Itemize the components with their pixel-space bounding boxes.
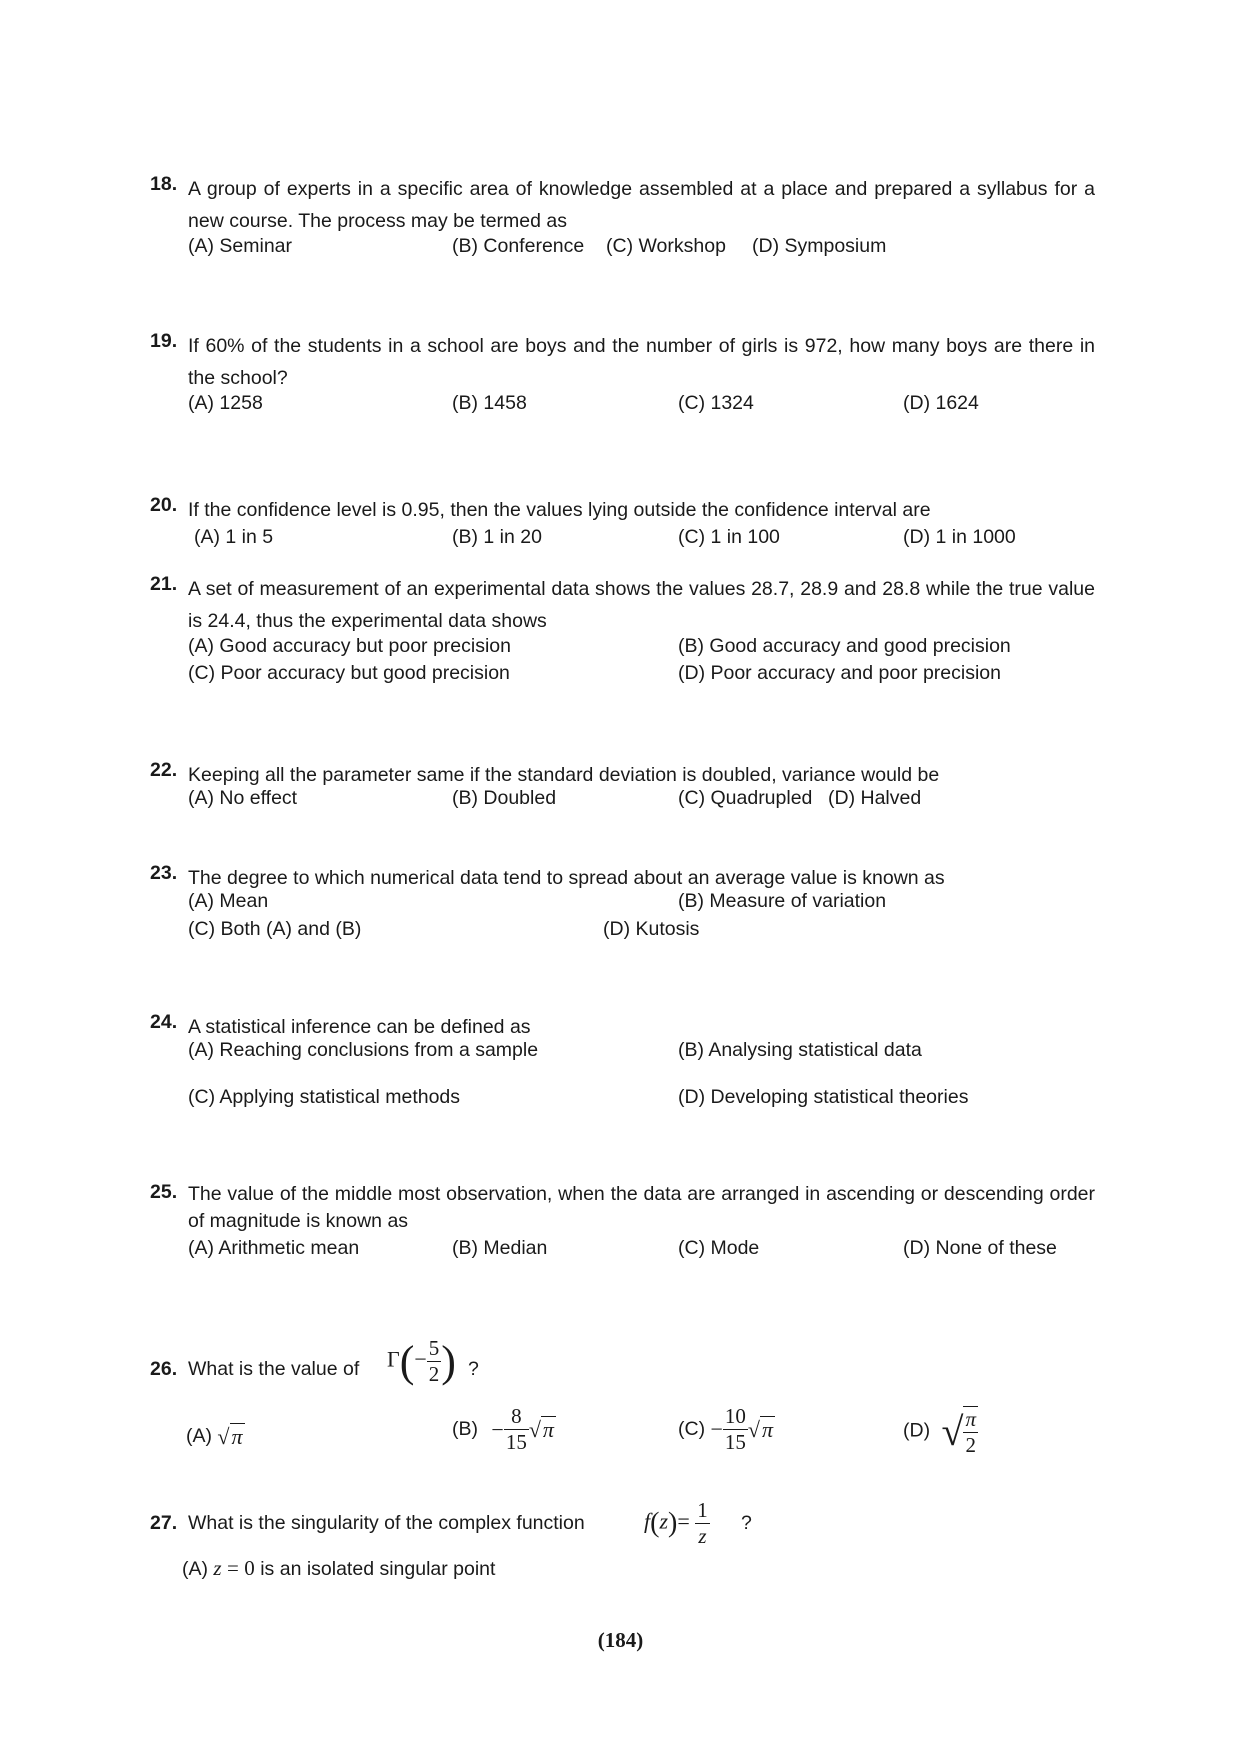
fraction: $\frac{8}{15}$	[505, 1404, 527, 1454]
question-text: The degree to which numerical data tend to spread about an average value is known as	[188, 867, 945, 889]
option-d: (D) 1624	[903, 392, 979, 414]
option-c: (C) Workshop	[606, 235, 726, 257]
sqrt-pi: √π	[528, 1416, 554, 1442]
question-number: 21.	[150, 573, 178, 595]
option-a	[182, 1556, 495, 1581]
option-a: (A) Reaching conclusions from a sample	[188, 1039, 539, 1061]
option-d: (D) Poor accuracy and poor precision	[678, 662, 1001, 684]
option-a-label: (A)	[186, 1425, 212, 1448]
equals-sign: =	[227, 1556, 239, 1580]
question-number: 27.	[150, 1512, 178, 1534]
fraction: $\frac{10}{15}$	[724, 1404, 746, 1454]
question-number: 20.	[150, 494, 178, 516]
option-b-label: (B)	[452, 1418, 478, 1440]
option-c: (C) 1 in 100	[678, 526, 780, 548]
numerator: 5	[428, 1336, 440, 1360]
option-c	[678, 1406, 775, 1453]
question-24	[150, 1011, 1095, 1108]
question-21	[150, 573, 1095, 684]
question-19	[150, 330, 1095, 414]
question-number: 26.	[150, 1358, 178, 1380]
value: 0	[244, 1556, 255, 1580]
option-b	[452, 1406, 556, 1453]
minus-sign: −	[710, 1416, 723, 1442]
option-b: (B) Doubled	[452, 787, 557, 809]
minus-sign: −	[491, 1416, 504, 1442]
gamma-symbol: Γ	[387, 1346, 400, 1372]
option-d	[903, 1406, 978, 1456]
option-b: (B) Conference	[452, 235, 585, 257]
option-b: (B) 1458	[452, 392, 527, 414]
fraction: $\frac{\pi}{2}$	[965, 1407, 976, 1457]
option-a: (A) No effect	[188, 787, 298, 809]
sqrt-symbol: √	[941, 1408, 964, 1454]
option-d: (D) 1 in 1000	[903, 526, 1016, 548]
option-b: (B) Measure of variation	[678, 890, 887, 912]
question-text: A group of experts in a specific area of knowledge assembled at a place and prepared a syllabus for a new course. The process may be termed as	[188, 178, 1095, 232]
question-number: 22.	[150, 759, 178, 781]
sqrt-pi: √π	[747, 1416, 774, 1442]
option-d: (D) Symposium	[752, 235, 887, 257]
option-b: (B) Analysing statistical data	[678, 1039, 922, 1061]
option-a: (A) 1 in 5	[194, 526, 274, 548]
option-b: (B) 1 in 20	[452, 526, 542, 548]
variable: z	[659, 1508, 669, 1534]
page-number: (184)	[597, 1628, 644, 1652]
option-c: (C) Both (A) and (B)	[188, 918, 362, 940]
option-a: (A) Arithmetic mean	[188, 1237, 360, 1259]
question-text: Keeping all the parameter same if the standard deviation is doubled, variance would be	[188, 764, 940, 786]
equals-sign: =	[677, 1508, 690, 1534]
option-a: (A) 1258	[188, 392, 263, 414]
question-25	[150, 1181, 1095, 1259]
question-18	[150, 173, 1095, 257]
question-text: What is the value of	[188, 1358, 360, 1380]
function-expression: f(z)= $\frac{1}{z}$	[644, 1498, 708, 1548]
question-23	[150, 862, 1095, 940]
option-a: (A) Mean	[188, 890, 269, 912]
option-d: (D) Developing statistical theories	[678, 1086, 969, 1108]
option-a-label: (A)	[182, 1558, 208, 1580]
option-a: (A) Good accuracy but poor precision	[188, 635, 511, 657]
question-text: A statistical inference can be defined as	[188, 1016, 531, 1038]
option-c: (C) Mode	[678, 1237, 760, 1259]
question-number: 23.	[150, 862, 178, 884]
fraction	[427, 1338, 442, 1385]
option-c: (C) 1324	[678, 392, 754, 414]
question-22	[150, 759, 1095, 809]
option-d: (D) Halved	[828, 787, 922, 809]
question-number: 18.	[150, 173, 178, 195]
option-c-label: (C)	[678, 1418, 706, 1440]
question-text: A set of measurement of an experimental data shows the values 28.7, 28.9 and 28.8 while the true value is 24.4, thus the experimental data shows	[188, 578, 1095, 632]
gamma-expression: Γ(− $\frac{5}{2}$ )	[387, 1336, 456, 1386]
option-a-text: is an isolated singular point	[260, 1558, 496, 1580]
question-mark: ?	[468, 1358, 479, 1380]
function-name: f	[644, 1508, 651, 1534]
minus-sign: −	[414, 1346, 427, 1372]
option-d: (D) None of these	[903, 1237, 1057, 1259]
question-text: If 60% of the students in a school are boys and the number of girls is 972, how many boys are there in the school?	[188, 335, 1095, 389]
variable: z	[213, 1556, 222, 1580]
option-a	[186, 1424, 245, 1450]
option-a: (A) Seminar	[188, 235, 293, 257]
option-b: (B) Good accuracy and good precision	[678, 635, 1011, 657]
option-c: (C) Poor accuracy but good precision	[188, 662, 510, 684]
question-number: 19.	[150, 330, 178, 352]
question-number: 25.	[150, 1181, 178, 1203]
sqrt-pi: √π	[217, 1424, 243, 1449]
fraction: $\frac{1}{z}$	[697, 1498, 708, 1548]
question-text: The value of the middle most observation, when the data are arranged in ascending or descending order of magnitude is known as	[188, 1183, 1095, 1232]
question-text: If the confidence level is 0.95, then the values lying outside the confidence interval are	[188, 499, 931, 521]
question-number: 24.	[150, 1011, 178, 1033]
option-c: (C) Quadrupled	[678, 787, 813, 809]
denominator: 2	[428, 1362, 440, 1386]
option-b: (B) Median	[452, 1237, 548, 1259]
option-d-label: (D)	[903, 1419, 931, 1442]
option-d: (D) Kutosis	[603, 918, 700, 940]
question-mark: ?	[741, 1512, 752, 1534]
question-text: What is the singularity of the complex function	[188, 1512, 585, 1534]
question-20	[150, 494, 1095, 548]
option-c: (C) Applying statistical methods	[188, 1086, 461, 1108]
